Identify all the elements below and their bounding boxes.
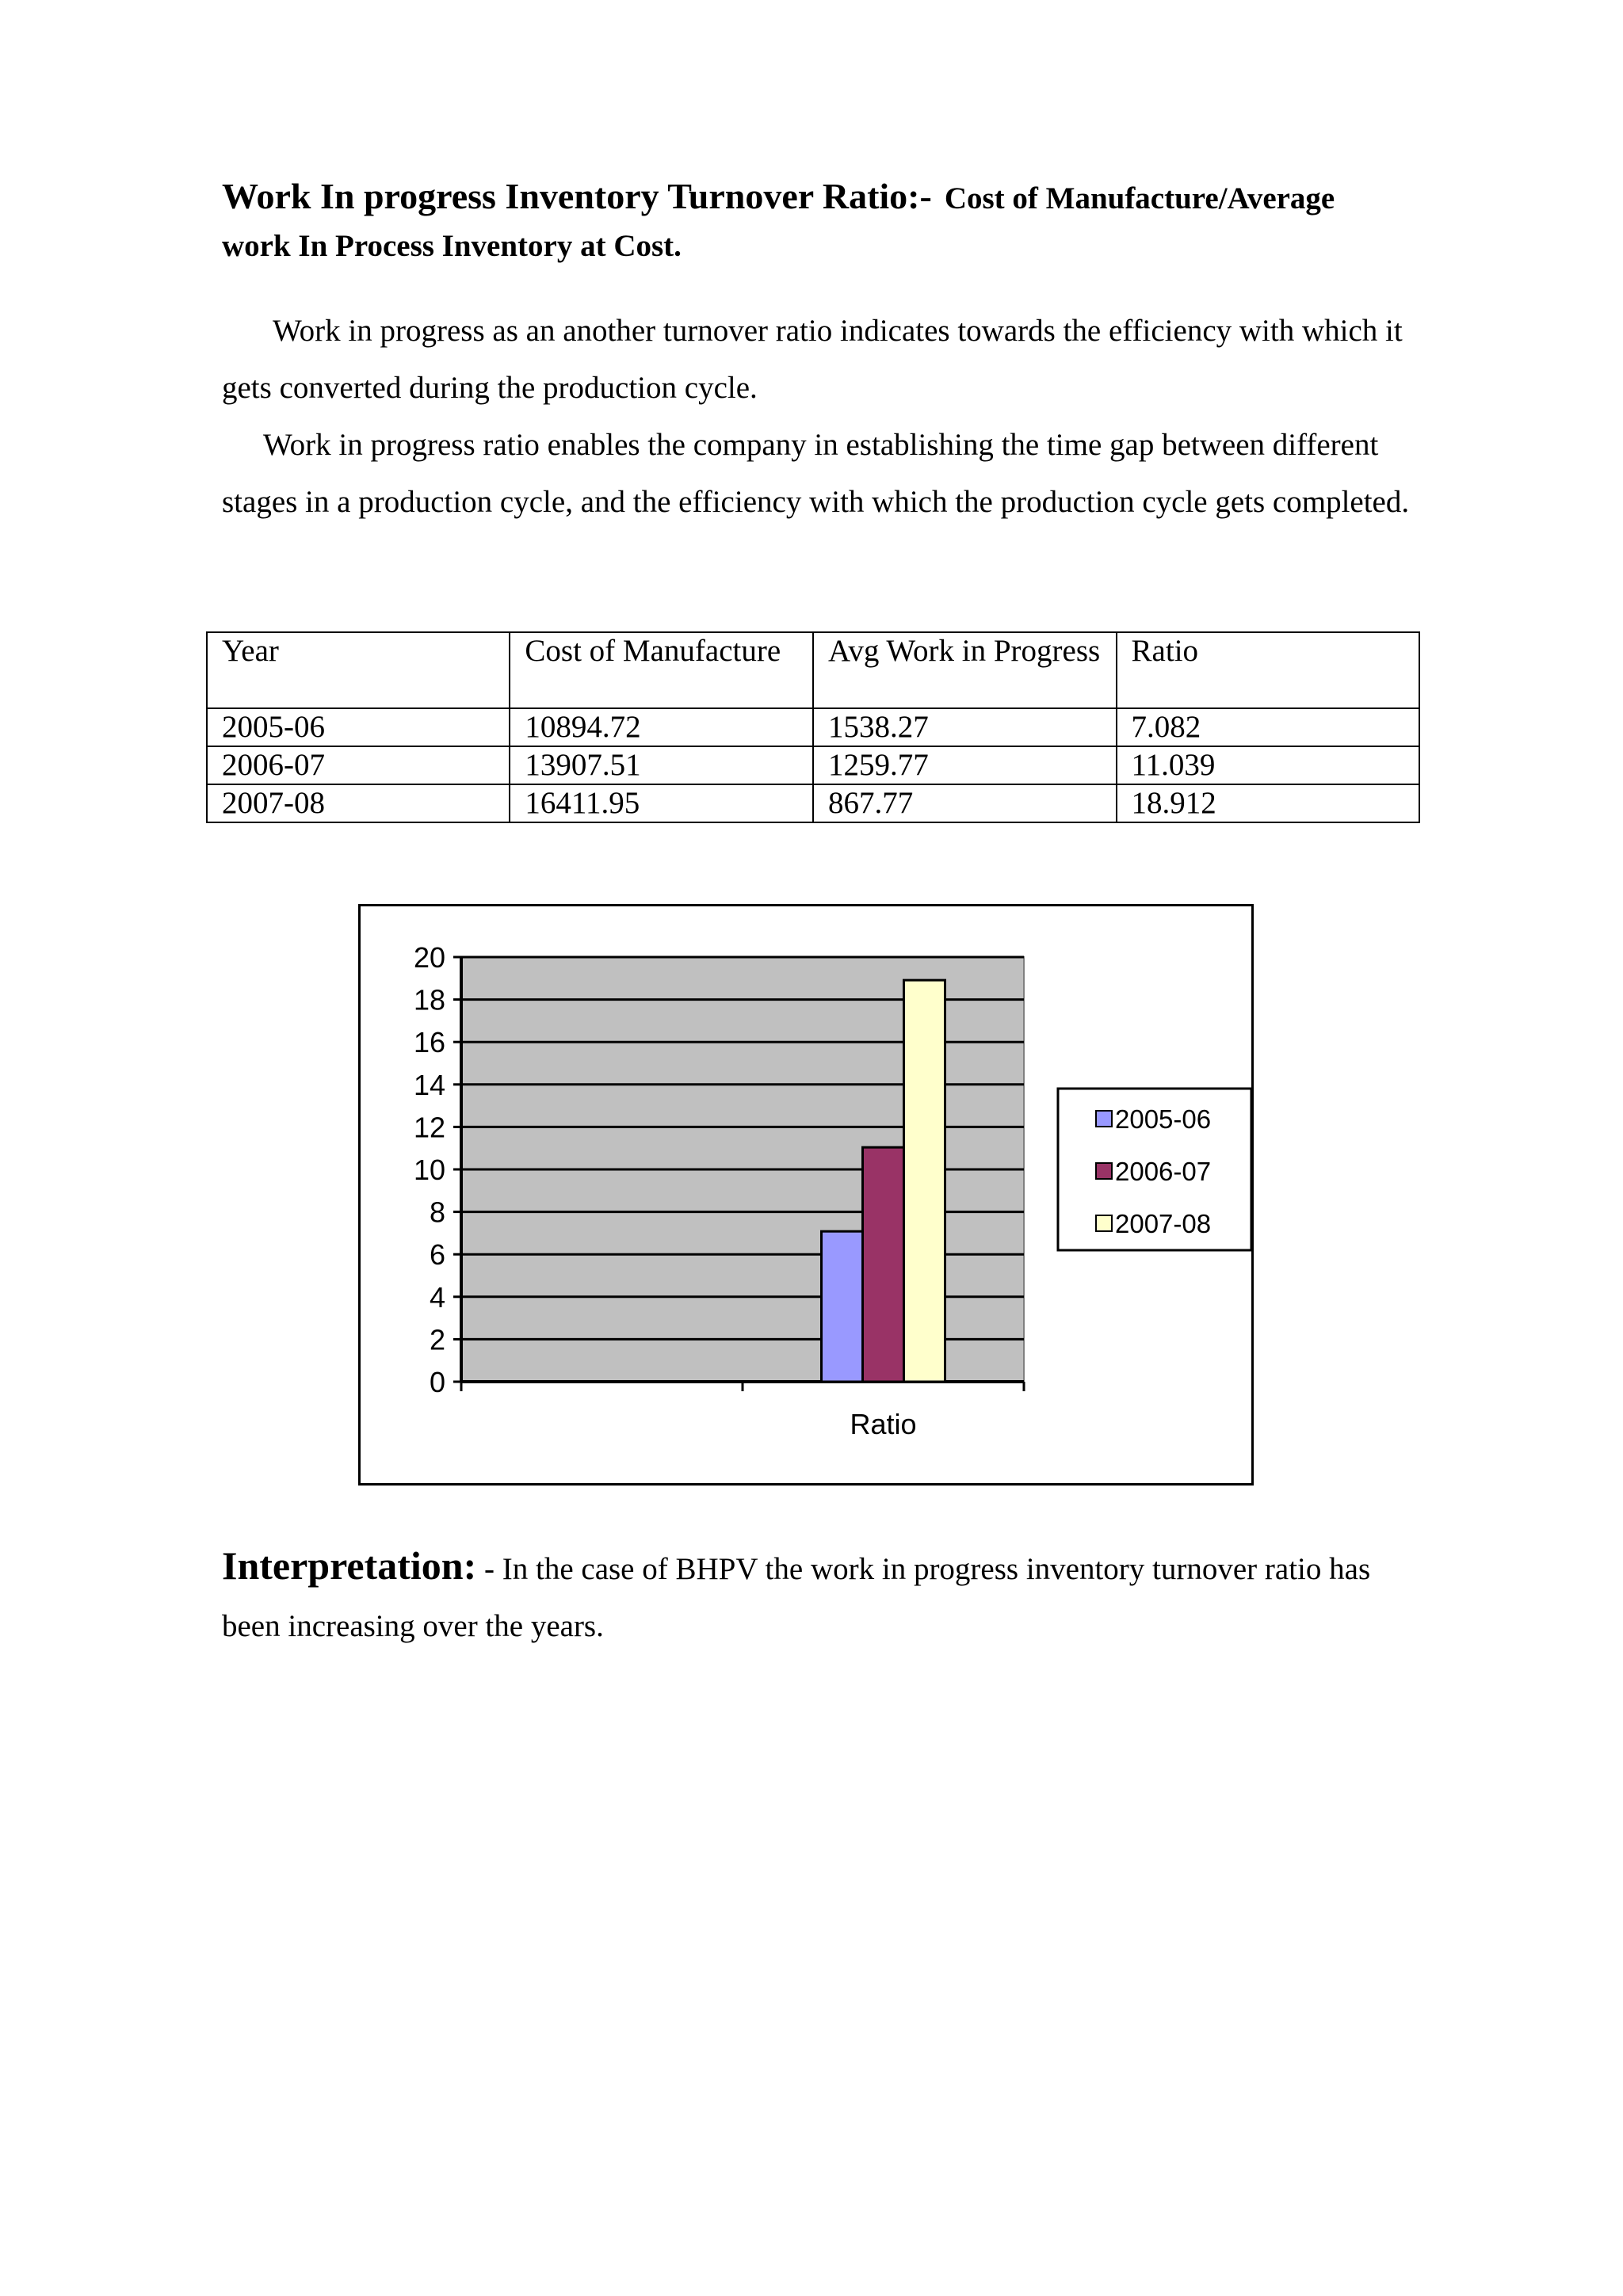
y-tick-label: 14 — [413, 1068, 445, 1101]
paragraph-2: Work in progress ratio enables the company in establishing the time gap between different stages in a production cycle, and the efficiency with which the production cycle gets completed. — [222, 428, 1410, 519]
table-row — [207, 708, 1419, 746]
y-tick-label: 20 — [413, 941, 445, 974]
y-tick-label: 4 — [429, 1280, 445, 1314]
cell-year: 2006-07 — [207, 746, 510, 784]
chart-frame — [358, 904, 1254, 1486]
ratio-table — [206, 631, 1420, 823]
interpretation-separator: - — [476, 1552, 502, 1586]
y-tick-label: 8 — [429, 1196, 445, 1229]
cell-avg-wip: 1538.27 — [813, 708, 1117, 746]
cell-avg-wip: 867.77 — [813, 784, 1117, 822]
y-tick-label: 12 — [413, 1111, 445, 1144]
cell-avg-wip: 1259.77 — [813, 746, 1117, 784]
y-tick-label: 18 — [413, 983, 445, 1016]
bar-2007-08 — [904, 980, 945, 1382]
formula-part-1: Cost of Manufacture/Average — [944, 181, 1335, 215]
ratio-bar-chart — [361, 906, 1251, 1483]
cell-year: 2005-06 — [207, 708, 510, 746]
paragraph-1: Work in progress as an another turnover ratio indicates towards the efficiency with which it gets converted during the production cycle. — [222, 314, 1403, 405]
cell-ratio: 18.912 — [1117, 784, 1419, 822]
formula-part-2: work In Process Inventory at Cost. — [222, 229, 682, 263]
cell-cost: 10894.72 — [510, 708, 813, 746]
table-row — [207, 746, 1419, 784]
table-header-row — [207, 632, 1419, 708]
y-tick-label: 16 — [413, 1026, 445, 1059]
bar-2005-06 — [822, 1231, 863, 1382]
legend-label: 2006-07 — [1115, 1157, 1212, 1186]
section-heading — [222, 176, 1434, 273]
interpretation — [222, 1537, 1434, 1655]
section-title: Work In progress Inventory Turnover Ratio:- — [222, 176, 932, 216]
header-avg-wip: Avg Work in Progress — [813, 632, 1117, 708]
interpretation-label: Interpretation: — [222, 1543, 477, 1588]
y-tick-label: 10 — [413, 1154, 445, 1186]
legend-label: 2005-06 — [1115, 1104, 1212, 1134]
legend-label: 2007-08 — [1115, 1209, 1212, 1238]
y-tick-label: 6 — [429, 1238, 445, 1272]
y-tick-label: 0 — [429, 1366, 445, 1398]
legend-swatch — [1096, 1215, 1112, 1231]
cell-ratio: 7.082 — [1117, 708, 1419, 746]
cell-ratio: 11.039 — [1117, 746, 1419, 784]
legend-swatch — [1096, 1163, 1112, 1179]
y-tick-label: 2 — [429, 1323, 445, 1356]
cell-cost: 13907.51 — [510, 746, 813, 784]
interpretation-text: In the case of BHPV the work in progress inventory turnover ratio has been increasing over the years. — [222, 1552, 1371, 1643]
header-cost-of-manufacture: Cost of Manufacture — [510, 632, 813, 708]
legend-swatch — [1096, 1111, 1112, 1127]
x-category-label: Ratio — [850, 1408, 917, 1440]
cell-cost: 16411.95 — [510, 784, 813, 822]
header-year: Year — [207, 632, 510, 708]
header-ratio: Ratio — [1117, 632, 1419, 708]
bar-2006-07 — [863, 1147, 904, 1382]
cell-year: 2007-08 — [207, 784, 510, 822]
table-row — [207, 784, 1419, 822]
